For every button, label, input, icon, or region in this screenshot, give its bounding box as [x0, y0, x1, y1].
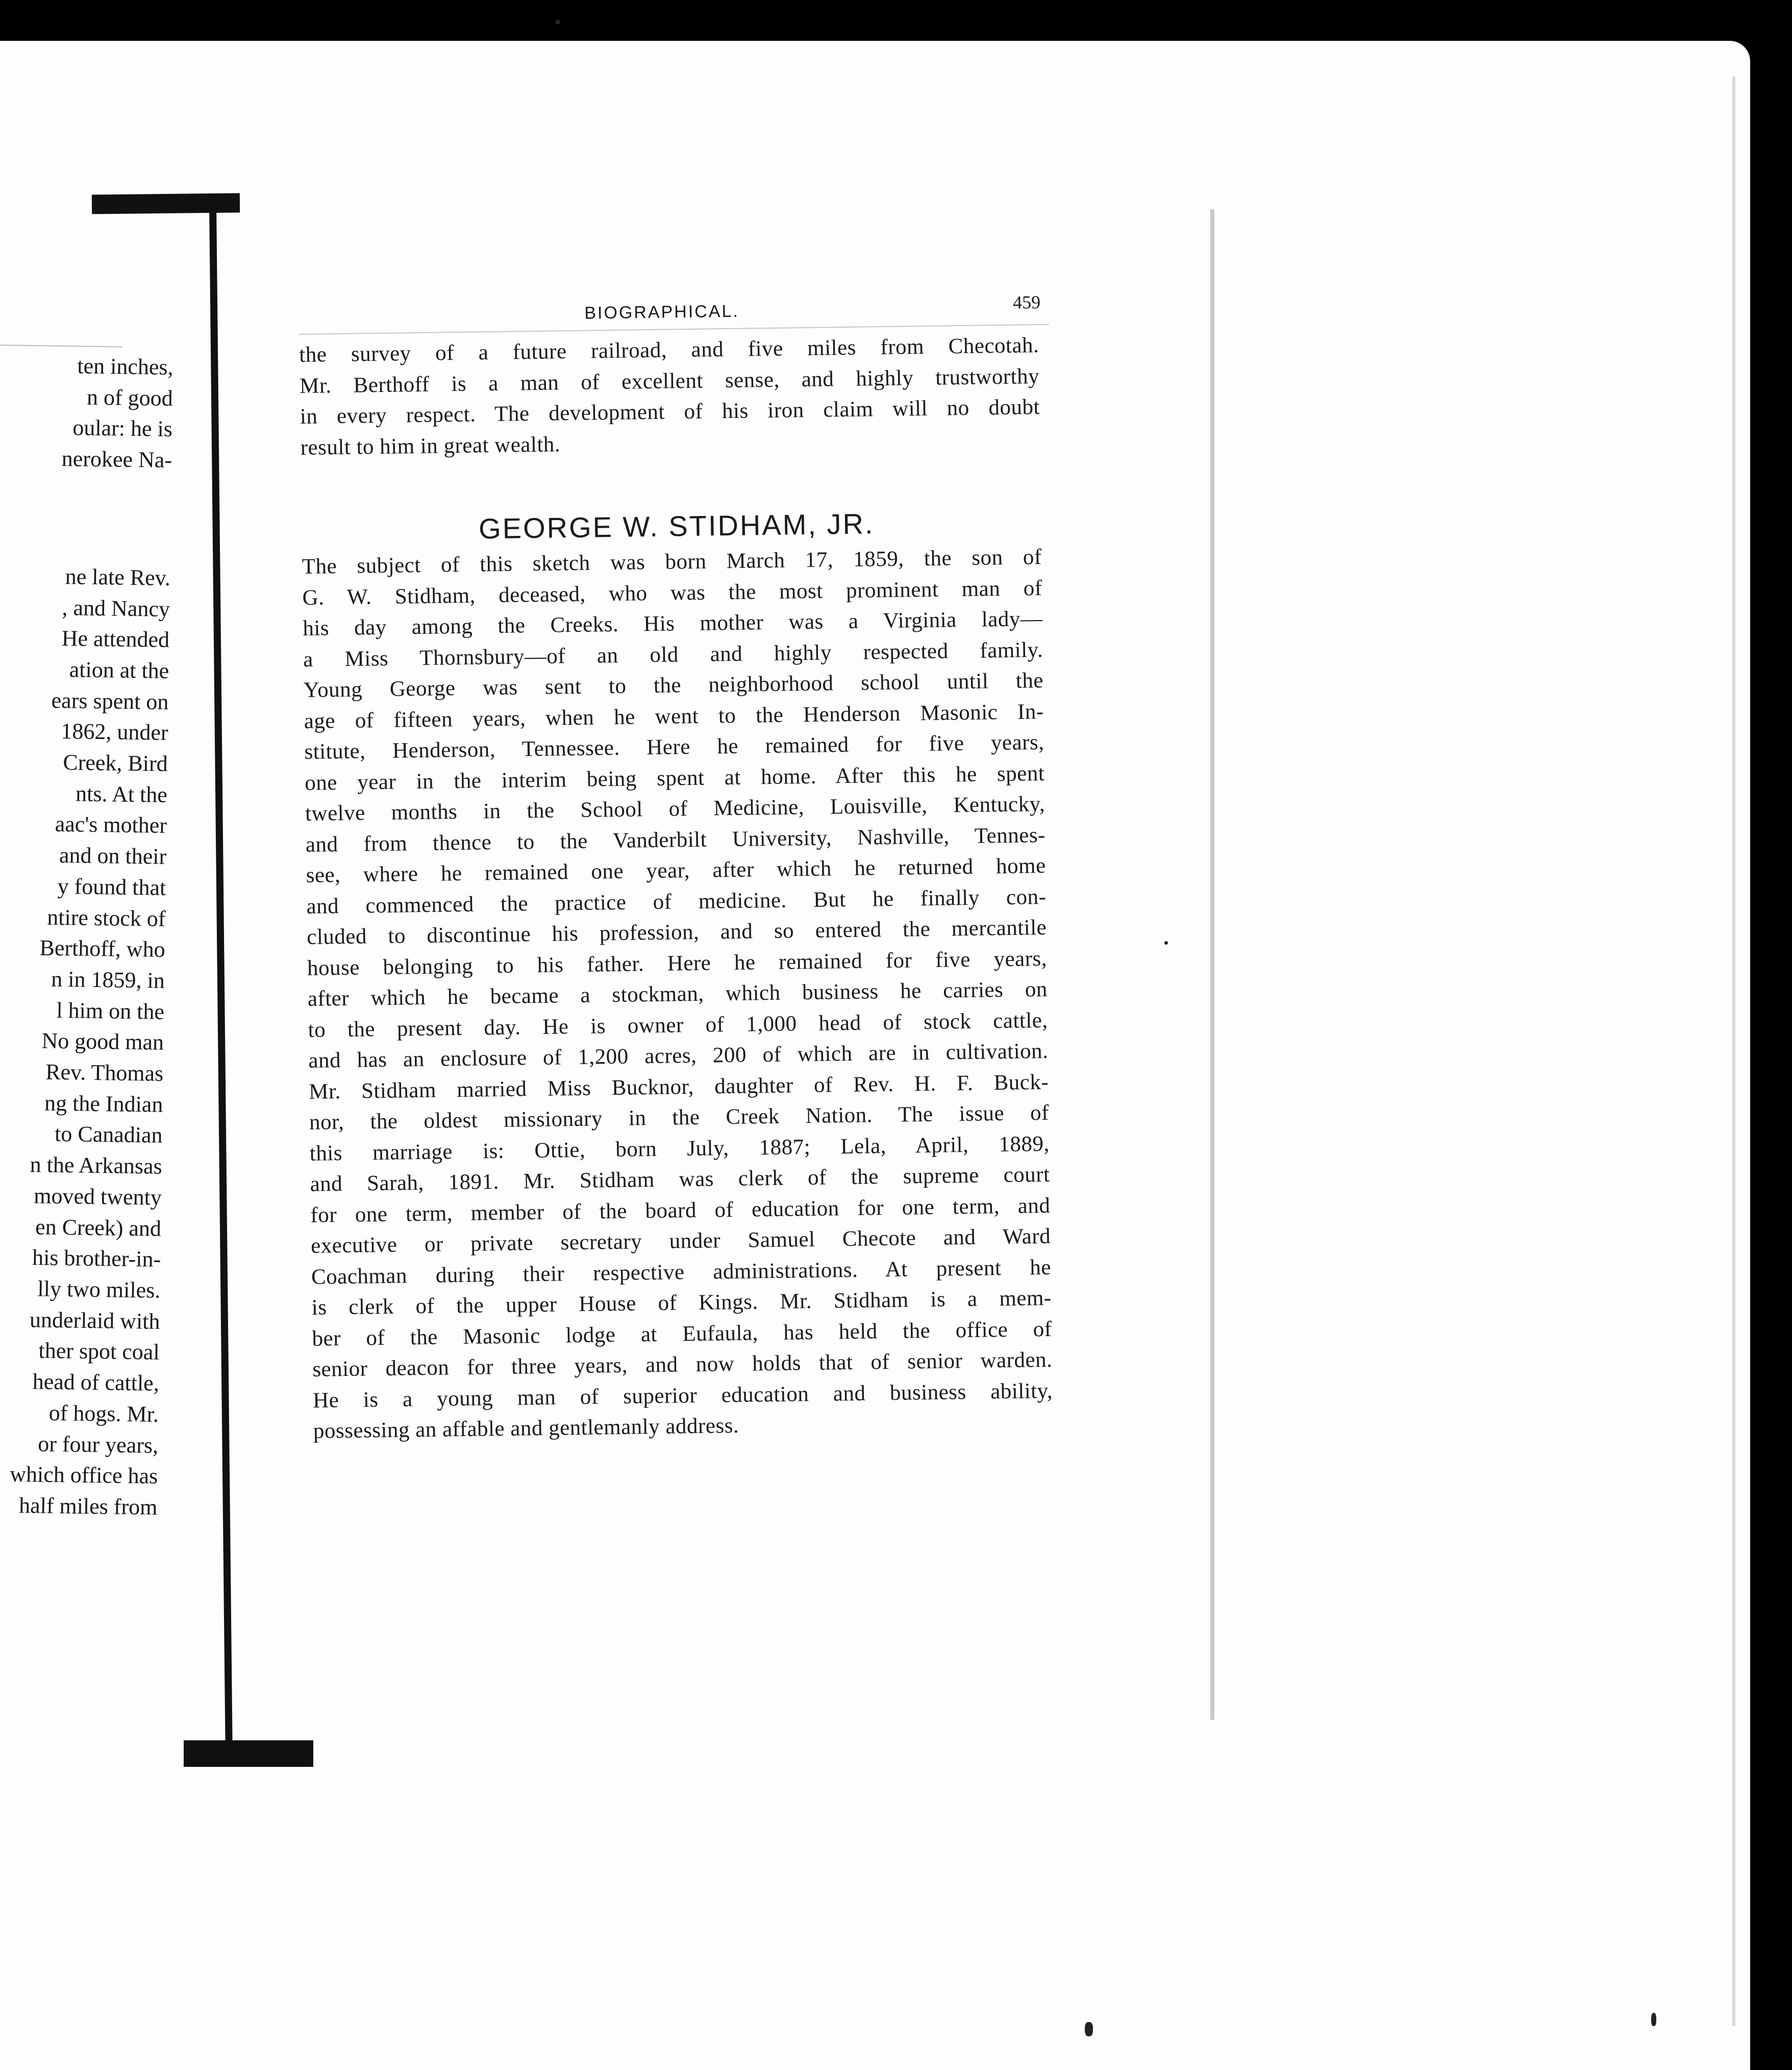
sketch-title: GEORGE W. STIDHAM, JR. [478, 507, 875, 545]
left-page-line: No good man [41, 1028, 164, 1055]
left-page-line: , and Nancy [62, 595, 170, 622]
sketch-line: cluded to discontinue his profession, and so entered the mercantile [307, 915, 1047, 949]
sketch-line: Young George was sent to the neighborhood school until the [303, 668, 1044, 702]
left-page-line: of hogs. Mr. [48, 1400, 159, 1427]
page-number: 459 [1012, 291, 1041, 313]
left-page-line: to Canadian [54, 1121, 163, 1148]
left-page-line: aac's mother [55, 811, 167, 839]
sketch-line: and from thence to the Vanderbilt University, Nashville, Tennes- [305, 823, 1046, 857]
left-page-line: lly two miles. [37, 1276, 161, 1303]
sketch-line: his day among the Creeks. His mother was a Virginia lady— [303, 606, 1043, 640]
continuation-line: Mr. Berthoff is a man of excellent sense, and highly trustworthy [299, 364, 1040, 398]
left-page-line: ntire stock of [47, 904, 166, 931]
left-page-line: nerokee Na- [61, 446, 172, 473]
left-page-line: and on their [59, 843, 167, 870]
left-page-line: y found that [57, 873, 166, 900]
left-page-line: n of good [86, 384, 173, 411]
left-page-line: ng the Indian [44, 1090, 163, 1117]
left-page-line: n the Arkansas [30, 1152, 163, 1179]
sketch-line: and Sarah, 1891. Mr. Stidham was clerk of the supreme court [310, 1162, 1050, 1196]
left-page-line: He attended [61, 626, 170, 653]
left-page-line: 1862, under [61, 719, 168, 746]
left-page-line: ten inches, [77, 353, 173, 380]
dust-speck [1085, 2022, 1093, 2036]
left-page-line: nts. At the [75, 781, 168, 807]
sketch-line: after which he became a stockman, which business he carries on [307, 977, 1048, 1011]
left-page-line: oular: he is [72, 415, 173, 442]
sketch-line: possessing an affable and gentlemanly address. [313, 1413, 739, 1443]
left-page-line: Berthoff, who [39, 935, 165, 963]
left-page-line: l him on the [56, 997, 165, 1024]
left-page-line: half miles from [18, 1492, 158, 1520]
right-page [298, 291, 1084, 1447]
sketch-line: this marriage is: Ottie, born July, 1887; Lela, April, 1889, [309, 1131, 1050, 1166]
left-page-line: ears spent on [51, 687, 169, 714]
left-page-line: Creek, Bird [63, 750, 168, 776]
left-page-paragraph-gap [0, 474, 172, 563]
sketch-line: see, where he remained one year, after which he returned home [306, 853, 1046, 888]
continuation-line: the survey of a future railroad, and five miles from Checotah. [299, 333, 1039, 367]
sketch-line: nor, the oldest missionary in the Creek Nation. The issue of [309, 1100, 1050, 1135]
dust-speck [555, 19, 560, 24]
sketch-body [302, 542, 1053, 1447]
left-page-line: n in 1859, in [51, 966, 165, 993]
sketch-line: and has an enclosure of 1,200 acres, 200 of which are in cultivation. [308, 1039, 1049, 1073]
left-page-line: or four years, [37, 1431, 159, 1458]
left-page-line: which office has [9, 1461, 158, 1489]
continuation-line: in every respect. The development of his iron claim will no doubt [300, 395, 1040, 429]
left-page-line: underlaid with [29, 1307, 160, 1334]
sketch-line: Mr. Stidham married Miss Bucknor, daughter of Rev. H. F. Buck- [308, 1070, 1049, 1104]
sketch-line: one year in the interim being spent at home. After this he spent [305, 761, 1045, 795]
left-page-line: en Creek) and [35, 1214, 162, 1241]
sketch-line: Coachman during their respective administrations. At present he [311, 1255, 1052, 1289]
left-page-line: ation at the [69, 657, 169, 683]
sketch-line: executive or private secretary under Samuel Checote and Ward [310, 1224, 1051, 1258]
left-page-column [0, 350, 173, 1523]
sketch-line: twelve months in the School of Medicine, Louisville, Kentucky, [305, 792, 1046, 826]
left-page-line: head of cattle, [32, 1369, 160, 1396]
binding-clamp-top [92, 193, 240, 214]
sketch-line: senior deacon for three years, and now holds that of senior warden. [312, 1347, 1053, 1382]
continuation-line: result to him in great wealth. [300, 432, 561, 460]
running-title: BIOGRAPHICAL. [584, 301, 740, 323]
sketch-line: a Miss Thornsbury—of an old and highly respected family. [303, 637, 1043, 672]
sketch-line: ber of the Masonic lodge at Eufaula, has held the office of [312, 1317, 1052, 1351]
sketch-line: stitute, Henderson, Tennessee. Here he remained for five years, [304, 730, 1044, 764]
sketch-line: age of fifteen years, when he went to the Henderson Masonic In- [304, 699, 1044, 733]
sketch-line: The subject of this sketch was born March 17, 1859, the son of [302, 545, 1042, 579]
continuation-paragraph [299, 330, 1040, 463]
left-page-line: his brother-in- [32, 1245, 161, 1272]
sketch-line: and commenced the practice of medicine. But he finally con- [306, 884, 1047, 919]
binding-clamp-bottom [184, 1740, 313, 1767]
sketch-line: is clerk of the upper House of Kings. Mr. Stidham is a mem- [311, 1286, 1052, 1320]
sketch-line: to the present day. He is owner of 1,000 head of stock cattle, [308, 1008, 1048, 1042]
dust-speck [1651, 2013, 1656, 2026]
sketch-line: for one term, member of the board of education for one term, and [310, 1193, 1051, 1227]
sheet-edge-shadow [1732, 77, 1735, 2026]
left-page-line: ther spot coal [38, 1338, 160, 1365]
left-page-line: moved twenty [34, 1183, 162, 1210]
left-page-line: Rev. Thomas [45, 1059, 164, 1086]
sketch-line: house belonging to his father. Here he remained for five years, [307, 946, 1048, 980]
sketch-line: He is a young man of superior education and business ability, [312, 1378, 1053, 1413]
dust-speck [1164, 941, 1168, 945]
page-edge-shadow [1210, 209, 1214, 1720]
sketch-line: G. W. Stidham, deceased, who was the most prominent man of [302, 576, 1042, 610]
left-page-line: ne late Rev. [65, 563, 171, 590]
